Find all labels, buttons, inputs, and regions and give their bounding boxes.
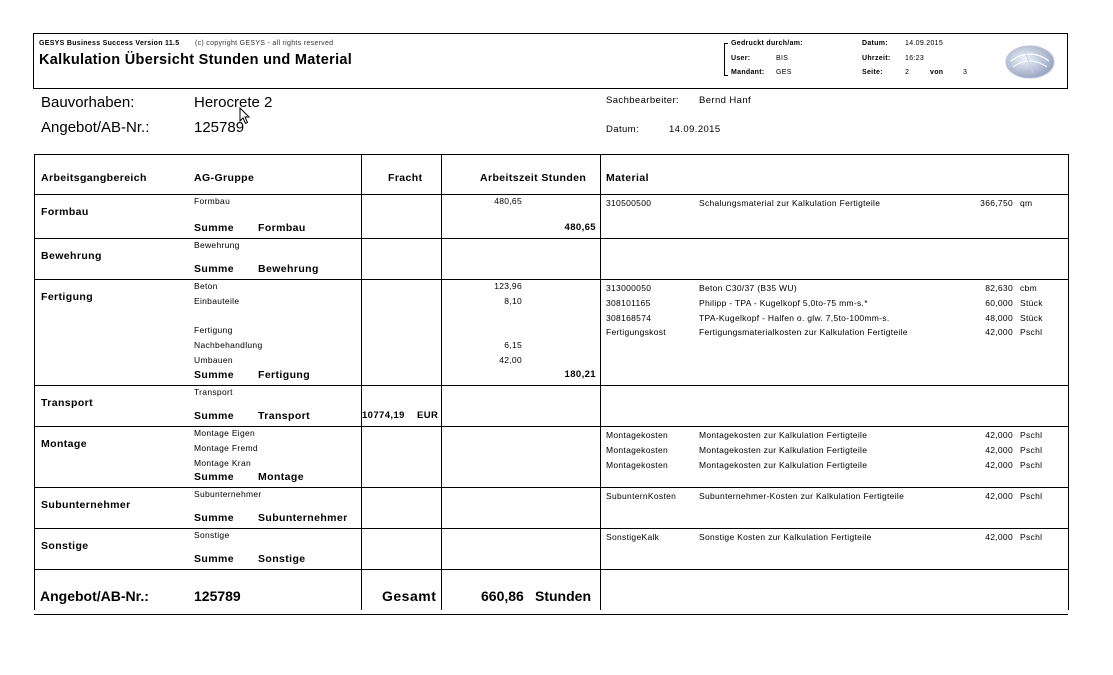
page-total: 3 <box>963 69 968 76</box>
hours-value: 42,00 <box>499 355 522 365</box>
table-bottom-rule <box>34 614 1068 615</box>
date-value: 14.09.2015 <box>905 40 944 47</box>
date-label: Datum: <box>862 40 888 47</box>
bauvorhaben-value: Herocrete 2 <box>194 94 273 111</box>
sum-name: Fertigung <box>258 369 311 381</box>
section-name: Formbau <box>41 206 89 218</box>
user-value: BIS <box>776 55 789 62</box>
material-code: 313000050 <box>606 283 652 293</box>
page-value: 2 <box>905 69 910 76</box>
material-code: SonstigeKalk <box>606 532 660 542</box>
column-header-material: Material <box>606 172 649 184</box>
material-quantity: 42,000 <box>985 459 1013 470</box>
time-value: 16:23 <box>905 55 925 62</box>
material-unit: cbm <box>1020 283 1037 293</box>
section-name: Montage <box>41 438 87 450</box>
section-rule <box>34 385 1068 386</box>
material-unit: Stück <box>1020 297 1043 308</box>
sum-hours: 480,65 <box>564 222 596 233</box>
mandant-label: Mandant: <box>731 69 765 76</box>
group-row: Montage Kran <box>194 457 251 468</box>
section-rule <box>34 238 1068 239</box>
material-quantity: 42,000 <box>985 327 1013 338</box>
group-row: Formbau <box>194 196 231 206</box>
sum-name: Bewehrung <box>258 263 319 275</box>
angebot-value: 125789 <box>194 119 245 136</box>
page-label: Seite: <box>862 69 883 76</box>
hours-value: 6,15 <box>504 340 522 351</box>
material-quantity: 48,000 <box>985 312 1013 323</box>
footer-gesamt-unit: Stunden <box>535 588 591 604</box>
footer-angebot-value: 125789 <box>194 588 241 604</box>
sum-name: Subunternehmer <box>258 512 348 524</box>
printed-label: Gedruckt durch/am: <box>731 40 803 47</box>
mouse-cursor-icon <box>239 107 251 125</box>
group-row: Fertigung <box>194 325 233 336</box>
sum-hours: 180,21 <box>564 369 596 380</box>
sum-label: Summe <box>194 410 234 422</box>
datum-label: Datum: <box>606 124 640 135</box>
datum-value: 14.09.2015 <box>669 124 721 135</box>
column-header-freight: Fracht <box>388 172 423 184</box>
section-rule <box>34 487 1068 488</box>
hours-value: 123,96 <box>494 281 522 291</box>
software-version: GESYS Business Success Version 11.5 <box>39 40 180 47</box>
group-row: Sonstige <box>194 530 230 540</box>
group-row: Subunternehmer <box>194 489 262 499</box>
sum-label: Summe <box>194 512 234 524</box>
material-quantity: 82,630 <box>985 283 1013 293</box>
copyright: (c) copyright GESYS - all rights reserved <box>195 40 334 47</box>
material-quantity: 42,000 <box>985 444 1013 455</box>
material-unit: Pschl <box>1020 459 1043 470</box>
mandant-value: GES <box>776 69 792 76</box>
sum-label: Summe <box>194 553 234 565</box>
material-code: SubunternKosten <box>606 491 677 501</box>
company-logo <box>1003 41 1057 81</box>
material-description: Philipp - TPA - Kugelkopf 5,0to-75 mm-s.* <box>699 297 868 308</box>
material-code: Montagekosten <box>606 430 669 440</box>
material-quantity: 42,000 <box>985 491 1013 501</box>
sum-name: Montage <box>258 471 304 483</box>
section-rule <box>34 279 1068 280</box>
hours-value: 8,10 <box>504 295 522 306</box>
footer-angebot-label: Angebot/AB-Nr.: <box>40 588 149 604</box>
time-label: Uhrzeit: <box>862 55 891 62</box>
section-name: Fertigung <box>41 291 94 303</box>
table-header-rule <box>34 194 1068 195</box>
section-rule <box>34 528 1068 529</box>
column-header-hours: Arbeitszeit Stunden <box>480 172 587 184</box>
sum-name: Formbau <box>258 222 306 234</box>
material-description: Subunternehmer-Kosten zur Kalkulation Fertigteile <box>699 491 905 501</box>
material-code: Montagekosten <box>606 444 669 455</box>
table-top-rule <box>34 154 1068 155</box>
material-code: 310500500 <box>606 198 652 208</box>
group-row: Transport <box>194 387 233 397</box>
material-description: Fertigungsmaterialkosten zur Kalkulation Fertigteile <box>699 327 908 338</box>
material-unit: Pschl <box>1020 444 1043 455</box>
group-row: Montage Eigen <box>194 428 256 438</box>
section-rule <box>34 569 1068 570</box>
section-name: Transport <box>41 397 94 409</box>
material-unit: qm <box>1020 198 1033 208</box>
sum-label: Summe <box>194 369 234 381</box>
sum-name: Transport <box>258 410 311 422</box>
material-unit: Stück <box>1020 312 1043 323</box>
sum-freight-unit: EUR <box>417 410 439 421</box>
material-quantity: 366,750 <box>980 198 1013 208</box>
bauvorhaben-label: Bauvorhaben: <box>41 94 135 111</box>
sum-label: Summe <box>194 222 234 234</box>
column-rule <box>361 154 362 610</box>
column-header-group: AG-Gruppe <box>194 172 255 184</box>
material-code: 308168574 <box>606 312 652 323</box>
material-code: Fertigungskost <box>606 327 666 338</box>
report-title: Kalkulation Übersicht Stunden und Material <box>39 52 353 68</box>
sum-name: Sonstige <box>258 553 306 565</box>
sachbearbeiter-label: Sachbearbeiter: <box>606 95 680 106</box>
group-row: Nachbehandlung <box>194 340 263 351</box>
sum-label: Summe <box>194 471 234 483</box>
group-row: Bewehrung <box>194 240 240 250</box>
section-rule <box>34 426 1068 427</box>
sachbearbeiter-value: Bernd Hanf <box>699 95 752 106</box>
material-unit: Pschl <box>1020 491 1043 501</box>
sum-label: Summe <box>194 263 234 275</box>
material-quantity: 42,000 <box>985 430 1013 440</box>
material-description: Sonstige Kosten zur Kalkulation Fertigteile <box>699 532 872 542</box>
material-unit: Pschl <box>1020 532 1043 542</box>
section-name: Sonstige <box>41 540 89 552</box>
page-of-label: von <box>930 69 944 76</box>
material-description: Beton C30/37 (B35 WU) <box>699 283 797 293</box>
material-code: Montagekosten <box>606 459 669 470</box>
material-description: Schalungsmaterial zur Kalkulation Fertigteile <box>699 198 881 208</box>
column-rule <box>600 154 601 610</box>
column-header-area: Arbeitsgangbereich <box>41 172 147 184</box>
group-row: Montage Fremd <box>194 442 258 453</box>
section-name: Subunternehmer <box>41 499 131 511</box>
material-unit: Pschl <box>1020 430 1043 440</box>
hours-value: 480,65 <box>494 196 522 206</box>
table-right-rule <box>1068 154 1069 610</box>
group-row: Einbauteile <box>194 295 240 306</box>
footer-gesamt-value: 660,86 <box>481 588 524 604</box>
angebot-label: Angebot/AB-Nr.: <box>41 119 150 136</box>
material-code: 308101165 <box>606 297 651 308</box>
header-bracket <box>724 43 725 76</box>
table-left-rule <box>34 154 35 610</box>
material-description: Montagekosten zur Kalkulation Fertigteile <box>699 444 868 455</box>
material-description: Montagekosten zur Kalkulation Fertigteile <box>699 430 868 440</box>
material-quantity: 60,000 <box>985 297 1013 308</box>
user-label: User: <box>731 55 751 62</box>
material-description: TPA-Kugelkopf - Halfen o. glw. 7,5to-100mm-s. <box>699 312 890 323</box>
group-row: Umbauen <box>194 355 233 365</box>
material-unit: Pschl <box>1020 327 1043 338</box>
footer-gesamt-label: Gesamt <box>382 588 437 604</box>
material-quantity: 42,000 <box>985 532 1013 542</box>
group-row: Beton <box>194 281 218 291</box>
section-name: Bewehrung <box>41 250 102 262</box>
sum-freight: 10774,19 <box>362 410 405 421</box>
material-description: Montagekosten zur Kalkulation Fertigteile <box>699 459 868 470</box>
